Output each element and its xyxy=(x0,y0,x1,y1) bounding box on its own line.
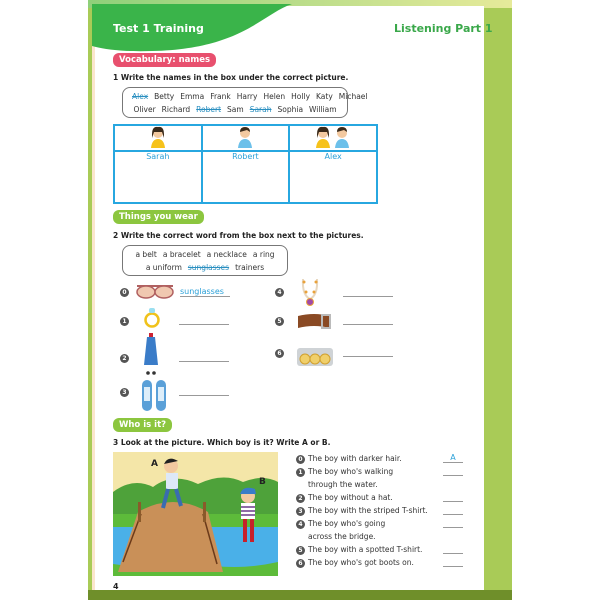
answer-blank[interactable] xyxy=(443,543,463,554)
answer-blank[interactable] xyxy=(443,556,463,567)
name: Frank xyxy=(210,92,231,101)
answer-blank[interactable] xyxy=(443,504,463,515)
word: a necklace xyxy=(206,250,247,259)
sentence-text: The boy who's walking xyxy=(308,467,394,476)
picture-girl-and-boy xyxy=(289,125,377,151)
item-number: 3 xyxy=(120,388,129,397)
item-number: 5 xyxy=(275,317,284,326)
boy-icon xyxy=(235,126,255,148)
sentence-text: The boy with a spotted T-shirt. xyxy=(308,545,423,554)
word: trainers xyxy=(235,263,265,272)
sentence-text: The boy with darker hair. xyxy=(308,454,402,463)
item-number: 2 xyxy=(120,354,129,363)
name-struck: Robert xyxy=(196,105,222,114)
sentence-text: The boy without a hat. xyxy=(308,493,393,502)
answer-cell[interactable]: Sarah xyxy=(114,151,202,203)
item-number: 4 xyxy=(275,288,284,297)
answer-cell[interactable]: Robert xyxy=(202,151,290,203)
trainers-icon xyxy=(141,379,167,412)
belt-icon xyxy=(296,310,334,332)
name: Emma xyxy=(180,92,205,101)
name: Harry xyxy=(236,92,258,101)
sentence-text: The boy who's going xyxy=(308,519,386,528)
word: a belt xyxy=(135,250,157,259)
names-box xyxy=(122,87,368,118)
answer-cell[interactable]: Alex xyxy=(289,151,377,203)
names-table xyxy=(113,124,378,204)
answer-blank[interactable] xyxy=(443,517,463,528)
section-label-things-you-wear: Things you wear xyxy=(113,210,204,224)
sentence-number: 5 xyxy=(296,546,305,555)
sentences-list xyxy=(296,452,466,569)
sentence-number: 2 xyxy=(296,494,305,503)
ring-icon xyxy=(142,306,162,328)
name-struck: Sarah xyxy=(249,105,272,114)
name: Betty xyxy=(154,92,175,101)
word: a ring xyxy=(252,250,275,259)
name: William xyxy=(309,105,337,114)
sentence-text: through the water. xyxy=(308,480,378,489)
answer-blank[interactable] xyxy=(443,491,463,502)
instruction-2: 2 Write the correct word from the box next to the pictures. xyxy=(113,231,364,240)
girl-and-boy-icon xyxy=(313,126,353,148)
name: Richard xyxy=(161,105,191,114)
picture-girl xyxy=(114,125,202,151)
sentence-item xyxy=(296,517,466,543)
section-label-who-is-it: Who is it? xyxy=(113,418,172,432)
name: Sam xyxy=(227,105,244,114)
label-b: B xyxy=(259,477,266,487)
answer-line[interactable] xyxy=(179,361,229,362)
answer-line[interactable] xyxy=(343,324,393,325)
word: a uniform xyxy=(145,263,182,272)
name: Holly xyxy=(291,92,311,101)
item-number: 0 xyxy=(120,288,129,297)
answer-line[interactable] xyxy=(343,356,393,357)
sentence-item xyxy=(296,491,466,504)
sentence-number: 0 xyxy=(296,455,305,464)
uniform-icon xyxy=(143,333,159,377)
label-a: A xyxy=(151,459,158,469)
sentence-number: 3 xyxy=(296,507,305,516)
sentence-item xyxy=(296,556,466,569)
name: Helen xyxy=(263,92,286,101)
name: Sophia xyxy=(277,105,304,114)
sentence-text: The boy who's got boots on. xyxy=(308,558,414,567)
sentence-item xyxy=(296,504,466,517)
part-title: Listening Part 1 xyxy=(394,22,493,35)
sentence-number: 6 xyxy=(296,559,305,568)
sentence-item xyxy=(296,452,466,465)
bridge-picture xyxy=(113,452,278,576)
name: Oliver xyxy=(133,105,156,114)
sentence-number: 1 xyxy=(296,468,305,477)
section-label-vocabulary: Vocabulary: names xyxy=(113,53,216,67)
bottom-strip xyxy=(88,590,512,600)
instruction-1: 1 Write the names in the box under the correct picture. xyxy=(113,73,349,82)
name-struck: Alex xyxy=(132,92,149,101)
page-number: 4 xyxy=(113,582,119,591)
instruction-3: 3 Look at the picture. Which boy is it? Write A or B. xyxy=(113,438,331,447)
bracelet-icon xyxy=(296,345,334,369)
words-box xyxy=(122,245,288,276)
answer-line[interactable] xyxy=(179,395,229,396)
item-number: 1 xyxy=(120,317,129,326)
sentence-text: across the bridge. xyxy=(308,532,376,541)
girl-icon xyxy=(148,126,168,148)
necklace-icon xyxy=(300,277,320,307)
answer-line[interactable] xyxy=(343,296,393,297)
item-number: 6 xyxy=(275,349,284,358)
name: Katy xyxy=(316,92,333,101)
sentence-item xyxy=(296,543,466,556)
example-answer: sunglasses xyxy=(180,287,230,297)
test-title: Test 1 Training xyxy=(113,22,204,35)
sentence-text: The boy with the striped T-shirt. xyxy=(308,506,428,515)
answer-line[interactable] xyxy=(179,324,229,325)
answer-blank[interactable] xyxy=(443,465,463,476)
word-struck: sunglasses xyxy=(187,263,230,272)
sentence-number: 4 xyxy=(296,520,305,529)
sunglasses-icon xyxy=(135,283,175,300)
sentence-item xyxy=(296,465,466,491)
name: Michael xyxy=(338,92,368,101)
answer-blank[interactable]: A xyxy=(443,452,463,463)
word: a bracelet xyxy=(162,250,201,259)
picture-boy xyxy=(202,125,290,151)
